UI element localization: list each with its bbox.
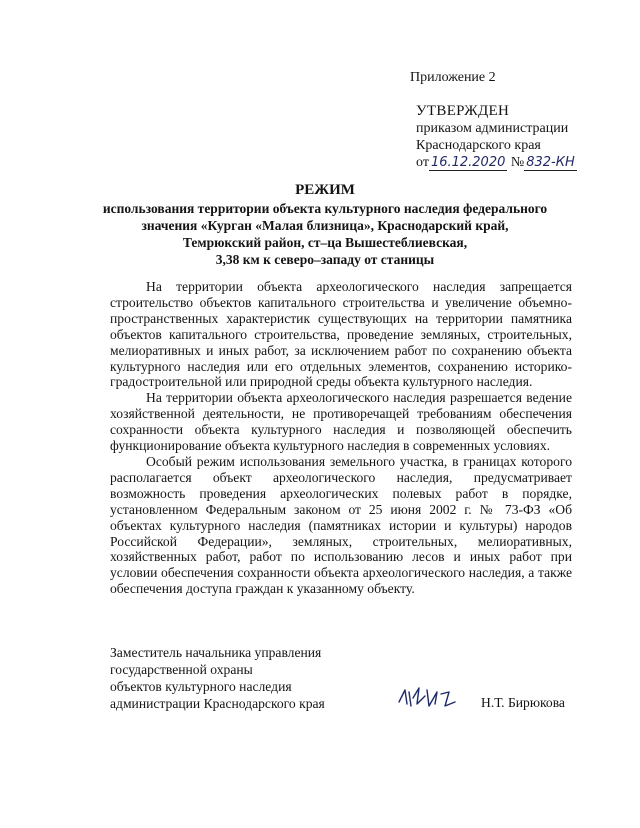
handwritten-signature [395,684,459,710]
body-paragraph: На территории объекта археологического наследия разрешается ведение хозяйственной деятельности, не противоречащей требованиям обеспечения сохранности объекта культурного наследия и позволяющей обеспечить функционирование объекта культурного наследия в современных условиях. [110,390,572,454]
subtitle-line: значения «Курган «Малая близница», Краснодарский край, [141,218,509,233]
appendix-label: Приложение 2 [410,70,496,85]
document-body [110,279,572,597]
document-title: РЕЖИМ [295,182,355,198]
document-subtitle [55,200,595,268]
position-line: объектов культурного наследия [110,679,292,694]
number-prefix: № [510,155,525,170]
date-number-line [416,154,577,171]
approved-title: УТВЕРЖДЕН [416,103,510,119]
signatory-position [110,644,325,712]
subtitle-line: 3,38 км к северо–западу от станицы [215,252,435,267]
approval-block [416,103,577,171]
position-line: Заместитель начальника управления [110,645,322,660]
date-prefix: от [416,155,429,170]
body-paragraph: На территории объекта археологического наследия запрещается строительство объектов капитального строительства и увеличение объемно-пространственных характеристик существующих на территории памятника объектов капитального строительства, проведение земляных, строительных, мелиоративных и иных работ, за исключением работ по сохранению объекта культурного наследия или его отдельных элементов, сохранению историко-градостроительной или природной среды объекта культурного наследия. [110,279,572,390]
position-line: администрации Краснодарского края [110,696,325,711]
handwritten-date: 16.12.2020 [430,155,506,170]
position-line: государственной охраны [110,662,253,677]
approved-by-line1: приказом администрации [416,121,569,136]
body-paragraph: Особый режим использования земельного участка, в границах которого располагается объект археологического наследия, предусматривает возможность проведения археологических полевых работ в порядке, установленном Федеральным законом от 25 июня 2002 г. № 73-ФЗ «Об объектах культурного наследия (памятниках истории и культуры) народов Российской Федерации», земляных, строительных, мелиоративных, хозяйственных работ, работ по использованию лесов и иных работ при условии обеспечения сохранности объекта археологического наследия, а также обеспечения доступа граждан к указанному объекту. [110,453,572,597]
subtitle-line: Темрюкский район, ст–ца Вышестеблиевская, [182,235,468,250]
handwritten-number: 832-КН [526,155,575,170]
subtitle-line: использования территории объекта культурного наследия федерального [102,201,548,216]
signatory-name: Н.Т. Бирюкова [481,695,565,710]
approved-by-line2: Краснодарского края [416,138,541,153]
